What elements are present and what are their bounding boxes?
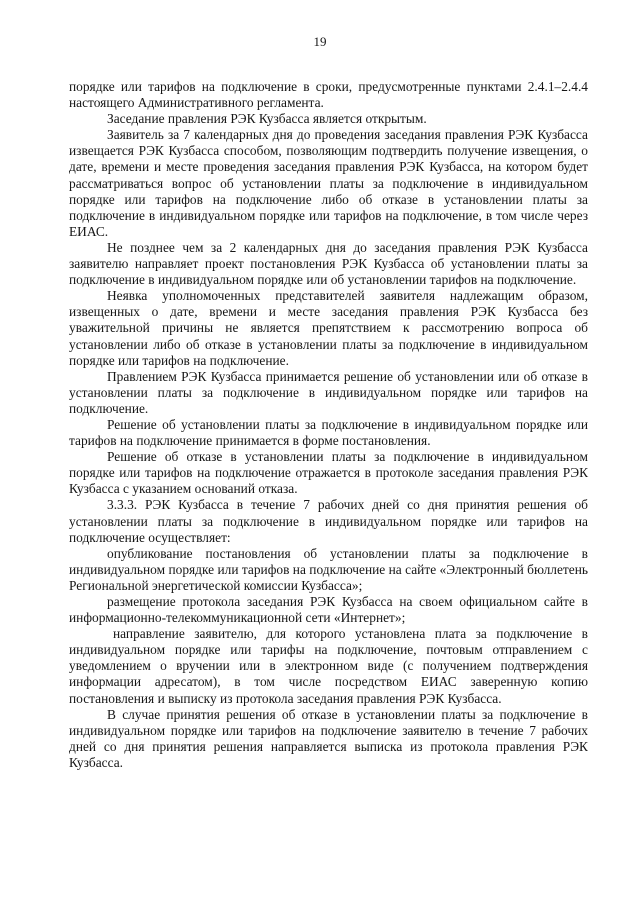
document-body (69, 79, 588, 771)
paragraph-applicant-notice: Заявитель за 7 календарных дня до проведения заседания правления РЭК Кузбасса извещается РЭК Кузбасса способом, позволяющим подтвердить получение извещения, о дате, времени и месте проведения заседания правления РЭК Кузбасса, на котором будет рассматриваться вопрос об установлении платы за подключение в индивидуальном порядке или тарифов на подключение либо об отказе в установлении платы за подключение в индивидуальном порядке или тарифов на подключение, в том числе через ЕИАС. (69, 127, 588, 239)
paragraph-section-3-3-3: 3.3.3. РЭК Кузбасса в течение 7 рабочих дней со дня принятия решения об установлении платы за подключение в индивидуальном порядке или тарифов на подключение осуществляет: (69, 497, 588, 545)
paragraph-absence: Неявка уполномоченных представителей заявителя надлежащим образом, извещенных о дате, времени и месте заседания правления РЭК Кузбасса без уважительной причины не является препятствием к рассмотрению вопроса об установлении либо об отказе в установлении платы за подключение в индивидуальном порядке или тарифов на подключение. (69, 288, 588, 368)
paragraph-publication: опубликование постановления об установлении платы за подключение в индивидуальном порядке или тарифов на подключение на сайте «Электронный бюллетень Региональной энергетической комиссии Кузбасса»; (69, 545, 588, 593)
paragraph-decision-form: Решение об установлении платы за подключение в индивидуальном порядке или тарифов на подключение принимается в форме постановления. (69, 416, 588, 449)
paragraph-draft-resolution: Не позднее чем за 2 календарных дня до заседания правления РЭК Кузбасса заявителю направляет проект постановления РЭК Кузбасса об установлении платы за подключение в индивидуальном порядке или об установлении тарифов на подключение. (69, 239, 588, 288)
paragraph-board-decision: Правлением РЭК Кузбасса принимается решение об установлении или об отказе в установлении платы за подключение в индивидуальном порядке или тарифов на подключение. (69, 368, 588, 416)
paragraph-protocol-posting: размещение протокола заседания РЭК Кузбасса на своем официальном сайте в информационно-телекоммуникационной сети «Интернет»; (69, 594, 588, 626)
paragraph-refusal-decision: Решение об отказе в установлении платы за подключение в индивидуальном порядке или тарифов на подключение отражается в протоколе заседания правления РЭК Кузбасса с указанием оснований отказа. (69, 449, 588, 497)
paragraph-refusal-notice: В случае принятия решения об отказе в установлении платы за подключение в индивидуальном порядке или тарифов на подключение заявителю в течение 7 рабочих дней со дня принятия решения направляется выписка из протокола правления РЭК Кузбасса. (69, 706, 588, 770)
page-number: 19 (313, 34, 327, 49)
paragraph-continuation: порядке или тарифов на подключение в сроки, предусмотренные пунктами 2.4.1–2.4.4 настоящего Административного регламента. (69, 79, 588, 111)
paragraph-open-meeting: Заседание правления РЭК Кузбасса является открытым. (107, 111, 427, 127)
paragraph-sending-to-applicant: направление заявителю, для которого установлена плата за подключение в индивидуальном порядке или тарифы на подключение, почтовым отправлением с уведомлением о вручении или в электронном виде (с получением подтверждения информации адресатом), в том числе посредством ЕИАС заверенную копию постановления и выписку из протокола заседания правления РЭК Кузбасса. (69, 626, 588, 706)
